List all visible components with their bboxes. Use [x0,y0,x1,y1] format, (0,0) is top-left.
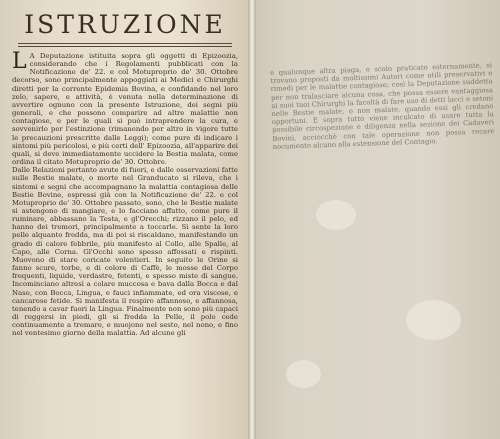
drop-cap: L [12,49,27,74]
left-page [0,0,248,439]
title-rule [18,43,232,47]
right-page [256,0,500,439]
paper-stain [406,300,461,340]
paper-stain [316,200,356,230]
paragraph-1 [12,49,238,167]
paper-stain [286,360,321,388]
page-title: ISTRUZIONE [24,10,226,39]
book-gutter [248,0,256,439]
right-page-text: e qualunque altra piaga, o scolo praticato esternamente, si trovano proposti da moltissimi Autori come utili preservativi e rimedi per le malattie contagiose; così la Deputazione suddetta per non tralasciare alcuna cosa, che possa essere vantaggiosa ai suoi tuoi Chirurghi la facoltà di fare uso di detti lacci e setoni nelle Bestie malate, o non malate, quando essi gli credano opportuni. E sopra tutto viene inculcato di usare tutta la possibile circospezione e diligenza nella sezione dei Cadaveri Bovini, acciocchè con tale operazione non possa recare nocumento alcuno alla estensione del Contagio. [270,61,495,151]
paragraph-1-text: A Deputazione istituita sopra gli oggetti di Epizoozia, considerando che i Regolamenti pubblicati con la Notificazione de' 22. e col Motuproprio de' 30. Ottobre decorso, sono principalmente appoggiati ai Medici e Chirurghi diretti per la corrente Epidemia Bovina, e confidando nel loro zelo, sapere, e attività, è venuta nella determinazione di avvertire ognuno con la presente Istruzione, dei segni più generali, e che possono comparire ad altre malattie non contagiose, e per le quali si può intraprendere la cura, e sovvenirlo per l'estinzione (rimanendo per altro in vigore tutte le precauzioni prescritte dalle Leggi); come pure di indicare i sintomi più pericolosi, e più certi dell' Epizoozia, all'apparire dei quali, si deve immediatamente uccidere la Bestia malata, come ordina il citato Motuproprio de' 30. Ottobre. [12,52,238,167]
paragraph-2: Dalle Relazioni pertanto avute di fuori, e dalle osservazioni fatte sulle Bestie malate, o morte nel Granducato si rileva, che i sintomi e segni che accompagnano la malattia contagiosa delle Bestie Bovine, espressi già con la Notificazione de' 22. e col Motuproprio de' 30. Ottobre passato, sono, che le Bestie malate si astengono di mangiare, e lo facciano affatto, come pure il ruminare, abbassano la Testa, e gl'Orecchi; rizzano il pelo, ed hanno dei tremori, principalmente a toccarle. Si sente la loro pelle alquanto fredda, ma di poi si riscaldano, manifestando un grado di calore febbrile, più manifesto al Collo, alle Spalle, al Capo, alle Corna. Gl'Occhi sono spesso affossati e rispinti. Muovono di stare coricate volentieri. In seguito le Orine si fanno scure, torbe, e di colore di Caffè, le mosse del Corpo frequenti, liquide, verdastre, fetenti, e spesso miste di sangue. Incominciano altresì a colare muccosa e bava dalla Bocca e dal Naso, con Bocca, Lingua, e fauci infiammate, ed ora viscose, e cancarose fetide. Si manifesta il respiro affannoso, e affannosa, tenendo a cavar fuori la Lingua. Finalmente non sono più capaci di reggersi in piedi, gli si fredda la Pelle, il polo cede continuamente a tremare, e muojono nel sesto, nel nono, e fino nel ventesimo giorno della malattia. Ad alcune gli [12,166,238,338]
